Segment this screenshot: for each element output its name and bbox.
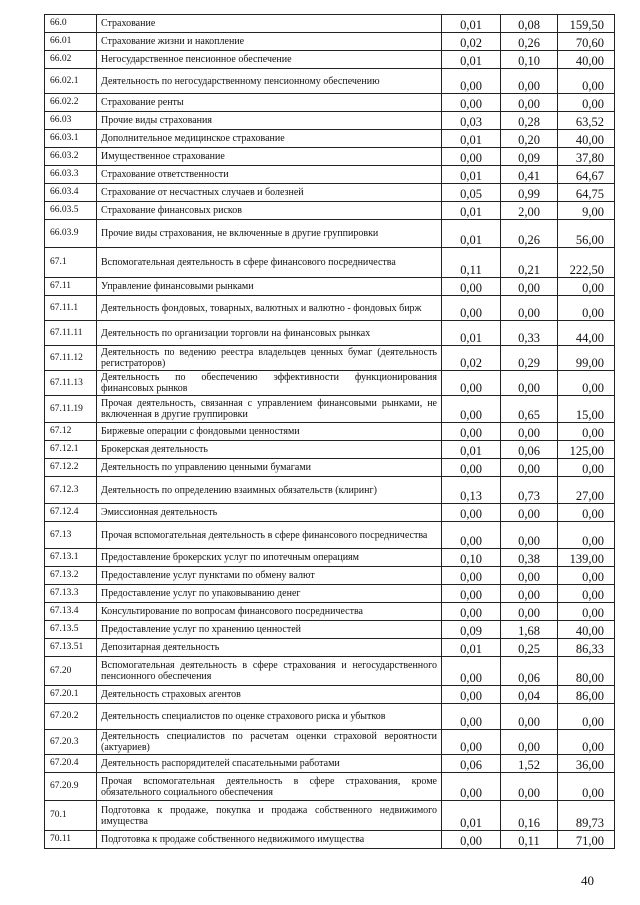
value-1-cell: 0,05 (442, 184, 501, 202)
value-1-cell: 0,01 (442, 441, 501, 459)
value-2-cell: 0,08 (501, 15, 558, 33)
value-1-cell: 0,13 (442, 477, 501, 504)
activity-description-cell: Деятельность распорядителей спасательными работами (97, 755, 442, 773)
value-1-cell: 0,00 (442, 831, 501, 849)
activity-description-cell: Страхование жизни и накопление (97, 33, 442, 51)
value-1-cell: 0,00 (442, 459, 501, 477)
activity-description-cell: Консультирование по вопросам финансового посредничества (97, 603, 442, 621)
value-2-cell: 0,29 (501, 346, 558, 371)
value-3-cell: 37,80 (558, 148, 615, 166)
value-1-cell: 0,00 (442, 371, 501, 396)
table-row (45, 639, 615, 657)
table-row (45, 423, 615, 441)
value-2-cell: 0,00 (501, 459, 558, 477)
table-row (45, 585, 615, 603)
value-1-cell: 0,00 (442, 148, 501, 166)
activity-code-cell: 70.1 (45, 801, 97, 831)
activity-code-cell: 67.20 (45, 657, 97, 686)
value-3-cell: 70,60 (558, 33, 615, 51)
value-1-cell: 0,01 (442, 130, 501, 148)
value-2-cell: 0,00 (501, 423, 558, 441)
table-row (45, 504, 615, 522)
value-3-cell: 0,00 (558, 603, 615, 621)
value-1-cell: 0,00 (442, 585, 501, 603)
value-1-cell: 0,10 (442, 549, 501, 567)
activity-description-cell: Деятельность по управлению ценными бумагами (97, 459, 442, 477)
table-row (45, 346, 615, 371)
value-2-cell: 0,38 (501, 549, 558, 567)
activity-code-cell: 66.03.1 (45, 130, 97, 148)
activity-description-cell: Брокерская деятельность (97, 441, 442, 459)
value-1-cell: 0,00 (442, 657, 501, 686)
value-3-cell: 64,67 (558, 166, 615, 184)
activity-code-cell: 67.20.2 (45, 704, 97, 730)
value-2-cell: 0,06 (501, 441, 558, 459)
table-row (45, 686, 615, 704)
activity-description-cell: Страхование ответственности (97, 166, 442, 184)
value-1-cell: 0,00 (442, 686, 501, 704)
value-2-cell: 0,00 (501, 585, 558, 603)
table-row (45, 278, 615, 296)
value-1-cell: 0,11 (442, 248, 501, 278)
activity-description-cell: Предоставление брокерских услуг по ипотечным операциям (97, 549, 442, 567)
activity-description-cell: Деятельность специалистов по оценке страхового риска и убытков (97, 704, 442, 730)
value-3-cell: 40,00 (558, 51, 615, 69)
value-3-cell: 222,50 (558, 248, 615, 278)
activity-code-cell: 67.13.3 (45, 585, 97, 603)
value-1-cell: 0,01 (442, 166, 501, 184)
value-1-cell: 0,01 (442, 51, 501, 69)
value-2-cell: 0,73 (501, 477, 558, 504)
value-3-cell: 27,00 (558, 477, 615, 504)
table-row (45, 704, 615, 730)
activity-code-cell: 66.02.2 (45, 94, 97, 112)
activity-description-cell: Деятельность специалистов по расчетам оценки страховой вероятности (актуариев) (97, 730, 442, 755)
table-row (45, 166, 615, 184)
value-1-cell: 0,00 (442, 94, 501, 112)
activity-code-cell: 67.13.5 (45, 621, 97, 639)
value-2-cell: 0,00 (501, 567, 558, 585)
value-1-cell: 0,01 (442, 220, 501, 248)
activity-code-cell: 66.03.5 (45, 202, 97, 220)
table-row (45, 130, 615, 148)
activity-description-cell: Вспомогательная деятельность в сфере страхования и негосударственного пенсионного обеспечения (97, 657, 442, 686)
activity-code-cell: 67.13.1 (45, 549, 97, 567)
value-3-cell: 99,00 (558, 346, 615, 371)
value-2-cell: 0,10 (501, 51, 558, 69)
activity-description-cell: Предоставление услуг по упаковыванию денег (97, 585, 442, 603)
activity-code-cell: 66.02 (45, 51, 97, 69)
value-2-cell: 0,65 (501, 396, 558, 423)
value-2-cell: 0,00 (501, 94, 558, 112)
activity-code-cell: 67.12.2 (45, 459, 97, 477)
value-2-cell: 0,00 (501, 69, 558, 94)
value-2-cell: 0,41 (501, 166, 558, 184)
activity-code-cell: 66.01 (45, 33, 97, 51)
activity-description-cell: Прочая вспомогательная деятельность в сфере финансового посредничества (97, 522, 442, 549)
value-1-cell: 0,01 (442, 801, 501, 831)
value-2-cell: 0,09 (501, 148, 558, 166)
table-row (45, 549, 615, 567)
activity-description-cell: Прочая вспомогательная деятельность в сфере страхования, кроме обязательного социального обеспечения (97, 773, 442, 801)
value-1-cell: 0,06 (442, 755, 501, 773)
activity-description-cell: Имущественное страхование (97, 148, 442, 166)
activity-code-cell: 67.13.2 (45, 567, 97, 585)
value-2-cell: 0,00 (501, 371, 558, 396)
activity-code-cell: 66.03.3 (45, 166, 97, 184)
table-row (45, 371, 615, 396)
activity-description-cell: Страхование (97, 15, 442, 33)
value-3-cell: 0,00 (558, 522, 615, 549)
table-body (45, 15, 615, 849)
value-1-cell: 0,00 (442, 522, 501, 549)
activity-description-cell: Деятельность страховых агентов (97, 686, 442, 704)
table-row (45, 522, 615, 549)
value-1-cell: 0,00 (442, 278, 501, 296)
activity-code-cell: 67.11.12 (45, 346, 97, 371)
value-2-cell: 0,00 (501, 603, 558, 621)
table-row (45, 248, 615, 278)
value-1-cell: 0,02 (442, 346, 501, 371)
value-1-cell: 0,00 (442, 423, 501, 441)
activity-code-cell: 67.13 (45, 522, 97, 549)
table-row (45, 69, 615, 94)
value-1-cell: 0,01 (442, 321, 501, 346)
activity-code-cell: 66.0 (45, 15, 97, 33)
page-number: 40 (581, 873, 594, 888)
value-1-cell: 0,00 (442, 296, 501, 321)
value-3-cell: 0,00 (558, 704, 615, 730)
table-row (45, 148, 615, 166)
table-row (45, 773, 615, 801)
value-3-cell: 125,00 (558, 441, 615, 459)
activity-code-cell: 67.11.19 (45, 396, 97, 423)
value-2-cell: 0,26 (501, 220, 558, 248)
value-1-cell: 0,02 (442, 33, 501, 51)
value-3-cell: 86,00 (558, 686, 615, 704)
table-row (45, 112, 615, 130)
value-1-cell: 0,00 (442, 730, 501, 755)
value-2-cell: 0,00 (501, 773, 558, 801)
value-3-cell: 0,00 (558, 585, 615, 603)
value-3-cell: 63,52 (558, 112, 615, 130)
activity-description-cell: Прочие виды страхования (97, 112, 442, 130)
activity-code-cell: 67.13.4 (45, 603, 97, 621)
activity-code-cell: 67.11 (45, 278, 97, 296)
value-2-cell: 2,00 (501, 202, 558, 220)
value-3-cell: 56,00 (558, 220, 615, 248)
value-3-cell: 80,00 (558, 657, 615, 686)
value-1-cell: 0,00 (442, 396, 501, 423)
value-3-cell: 0,00 (558, 371, 615, 396)
value-2-cell: 0,00 (501, 704, 558, 730)
activity-description-cell: Дополнительное медицинское страхование (97, 130, 442, 148)
value-3-cell: 139,00 (558, 549, 615, 567)
value-3-cell: 0,00 (558, 423, 615, 441)
value-2-cell: 0,00 (501, 730, 558, 755)
value-1-cell: 0,09 (442, 621, 501, 639)
value-3-cell: 89,73 (558, 801, 615, 831)
value-3-cell: 0,00 (558, 459, 615, 477)
activity-code-cell: 66.03.2 (45, 148, 97, 166)
value-1-cell: 0,00 (442, 603, 501, 621)
activity-description-cell: Вспомогательная деятельность в сфере финансового посредничества (97, 248, 442, 278)
activity-description-cell: Подготовка к продаже собственного недвижимого имущества (97, 831, 442, 849)
table-row (45, 296, 615, 321)
value-2-cell: 0,33 (501, 321, 558, 346)
value-2-cell: 0,99 (501, 184, 558, 202)
activity-description-cell: Эмиссионная деятельность (97, 504, 442, 522)
activity-description-cell: Деятельность по организации торговли на финансовых рынках (97, 321, 442, 346)
value-3-cell: 86,33 (558, 639, 615, 657)
value-2-cell: 0,00 (501, 504, 558, 522)
value-3-cell: 44,00 (558, 321, 615, 346)
table-row (45, 94, 615, 112)
value-1-cell: 0,00 (442, 773, 501, 801)
value-2-cell: 0,04 (501, 686, 558, 704)
activity-code-cell: 67.20.9 (45, 773, 97, 801)
activity-description-cell: Прочая деятельность, связанная с управлением финансовыми рынками, не включенная в другие группировки (97, 396, 442, 423)
table-row (45, 831, 615, 849)
table-row (45, 477, 615, 504)
activity-description-cell: Предоставление услуг по хранению ценностей (97, 621, 442, 639)
value-3-cell: 0,00 (558, 773, 615, 801)
activity-code-cell: 67.12 (45, 423, 97, 441)
activity-description-cell: Страхование от несчастных случаев и болезней (97, 184, 442, 202)
value-1-cell: 0,01 (442, 202, 501, 220)
activity-description-cell: Подготовка к продаже, покупка и продажа собственного недвижимого имущества (97, 801, 442, 831)
value-2-cell: 0,00 (501, 522, 558, 549)
value-1-cell: 0,00 (442, 504, 501, 522)
value-3-cell: 159,50 (558, 15, 615, 33)
activity-description-cell: Предоставление услуг пунктами по обмену валют (97, 567, 442, 585)
activity-description-cell: Управление финансовыми рынками (97, 278, 442, 296)
table-row (45, 730, 615, 755)
table-row (45, 459, 615, 477)
activity-code-cell: 66.03.4 (45, 184, 97, 202)
activity-code-cell: 67.20.4 (45, 755, 97, 773)
table-row (45, 567, 615, 585)
value-1-cell: 0,00 (442, 69, 501, 94)
value-1-cell: 0,01 (442, 15, 501, 33)
table-row (45, 396, 615, 423)
activity-code-cell: 67.11.11 (45, 321, 97, 346)
value-2-cell: 0,25 (501, 639, 558, 657)
value-2-cell: 0,11 (501, 831, 558, 849)
activity-description-cell: Биржевые операции с фондовыми ценностями (97, 423, 442, 441)
table-row (45, 441, 615, 459)
activity-code-cell: 67.20.1 (45, 686, 97, 704)
activity-code-cell: 67.12.4 (45, 504, 97, 522)
value-3-cell: 0,00 (558, 94, 615, 112)
table-row (45, 755, 615, 773)
activity-code-cell: 67.1 (45, 248, 97, 278)
activity-description-cell: Депозитарная деятельность (97, 639, 442, 657)
table-row (45, 603, 615, 621)
value-1-cell: 0,01 (442, 639, 501, 657)
activity-description-cell: Негосударственное пенсионное обеспечение (97, 51, 442, 69)
table-row (45, 15, 615, 33)
value-3-cell: 0,00 (558, 278, 615, 296)
value-3-cell: 36,00 (558, 755, 615, 773)
value-3-cell: 0,00 (558, 296, 615, 321)
activity-code-cell: 67.12.3 (45, 477, 97, 504)
activity-code-cell: 70.11 (45, 831, 97, 849)
value-3-cell: 40,00 (558, 130, 615, 148)
value-2-cell: 1,52 (501, 755, 558, 773)
activity-description-cell: Прочие виды страхования, не включенные в другие группировки (97, 220, 442, 248)
activity-description-cell: Деятельность фондовых, товарных, валютных и валютно - фондовых бирж (97, 296, 442, 321)
table-row (45, 184, 615, 202)
value-3-cell: 71,00 (558, 831, 615, 849)
value-3-cell: 0,00 (558, 567, 615, 585)
table-row (45, 621, 615, 639)
activity-code-cell: 66.03 (45, 112, 97, 130)
value-1-cell: 0,00 (442, 704, 501, 730)
value-2-cell: 0,20 (501, 130, 558, 148)
value-2-cell: 0,21 (501, 248, 558, 278)
activity-description-cell: Страхование финансовых рисков (97, 202, 442, 220)
activity-description-cell: Страхование ренты (97, 94, 442, 112)
value-3-cell: 0,00 (558, 730, 615, 755)
activity-code-cell: 67.20.3 (45, 730, 97, 755)
activity-code-cell: 66.03.9 (45, 220, 97, 248)
value-3-cell: 64,75 (558, 184, 615, 202)
activity-description-cell: Деятельность по негосударственному пенсионному обеспечению (97, 69, 442, 94)
table-row (45, 202, 615, 220)
table-row (45, 51, 615, 69)
value-3-cell: 40,00 (558, 621, 615, 639)
activity-code-cell: 67.13.51 (45, 639, 97, 657)
value-2-cell: 1,68 (501, 621, 558, 639)
table-row (45, 33, 615, 51)
activity-code-cell: 67.11.13 (45, 371, 97, 396)
activity-code-cell: 67.11.1 (45, 296, 97, 321)
value-2-cell: 0,28 (501, 112, 558, 130)
value-3-cell: 9,00 (558, 202, 615, 220)
table-row (45, 220, 615, 248)
activity-rates-table (44, 14, 615, 849)
value-1-cell: 0,03 (442, 112, 501, 130)
activity-description-cell: Деятельность по ведению реестра владельцев ценных бумаг (деятельность регистраторов) (97, 346, 442, 371)
value-2-cell: 0,26 (501, 33, 558, 51)
value-3-cell: 0,00 (558, 504, 615, 522)
value-1-cell: 0,00 (442, 567, 501, 585)
value-2-cell: 0,16 (501, 801, 558, 831)
value-2-cell: 0,00 (501, 296, 558, 321)
activity-description-cell: Деятельность по определению взаимных обязательств (клиринг) (97, 477, 442, 504)
table-row (45, 321, 615, 346)
activity-description-cell: Деятельность по обеспечению эффективности функционирования финансовых рынков (97, 371, 442, 396)
value-3-cell: 15,00 (558, 396, 615, 423)
table-row (45, 801, 615, 831)
value-3-cell: 0,00 (558, 69, 615, 94)
value-2-cell: 0,00 (501, 278, 558, 296)
activity-code-cell: 67.12.1 (45, 441, 97, 459)
table-row (45, 657, 615, 686)
value-2-cell: 0,06 (501, 657, 558, 686)
activity-code-cell: 66.02.1 (45, 69, 97, 94)
